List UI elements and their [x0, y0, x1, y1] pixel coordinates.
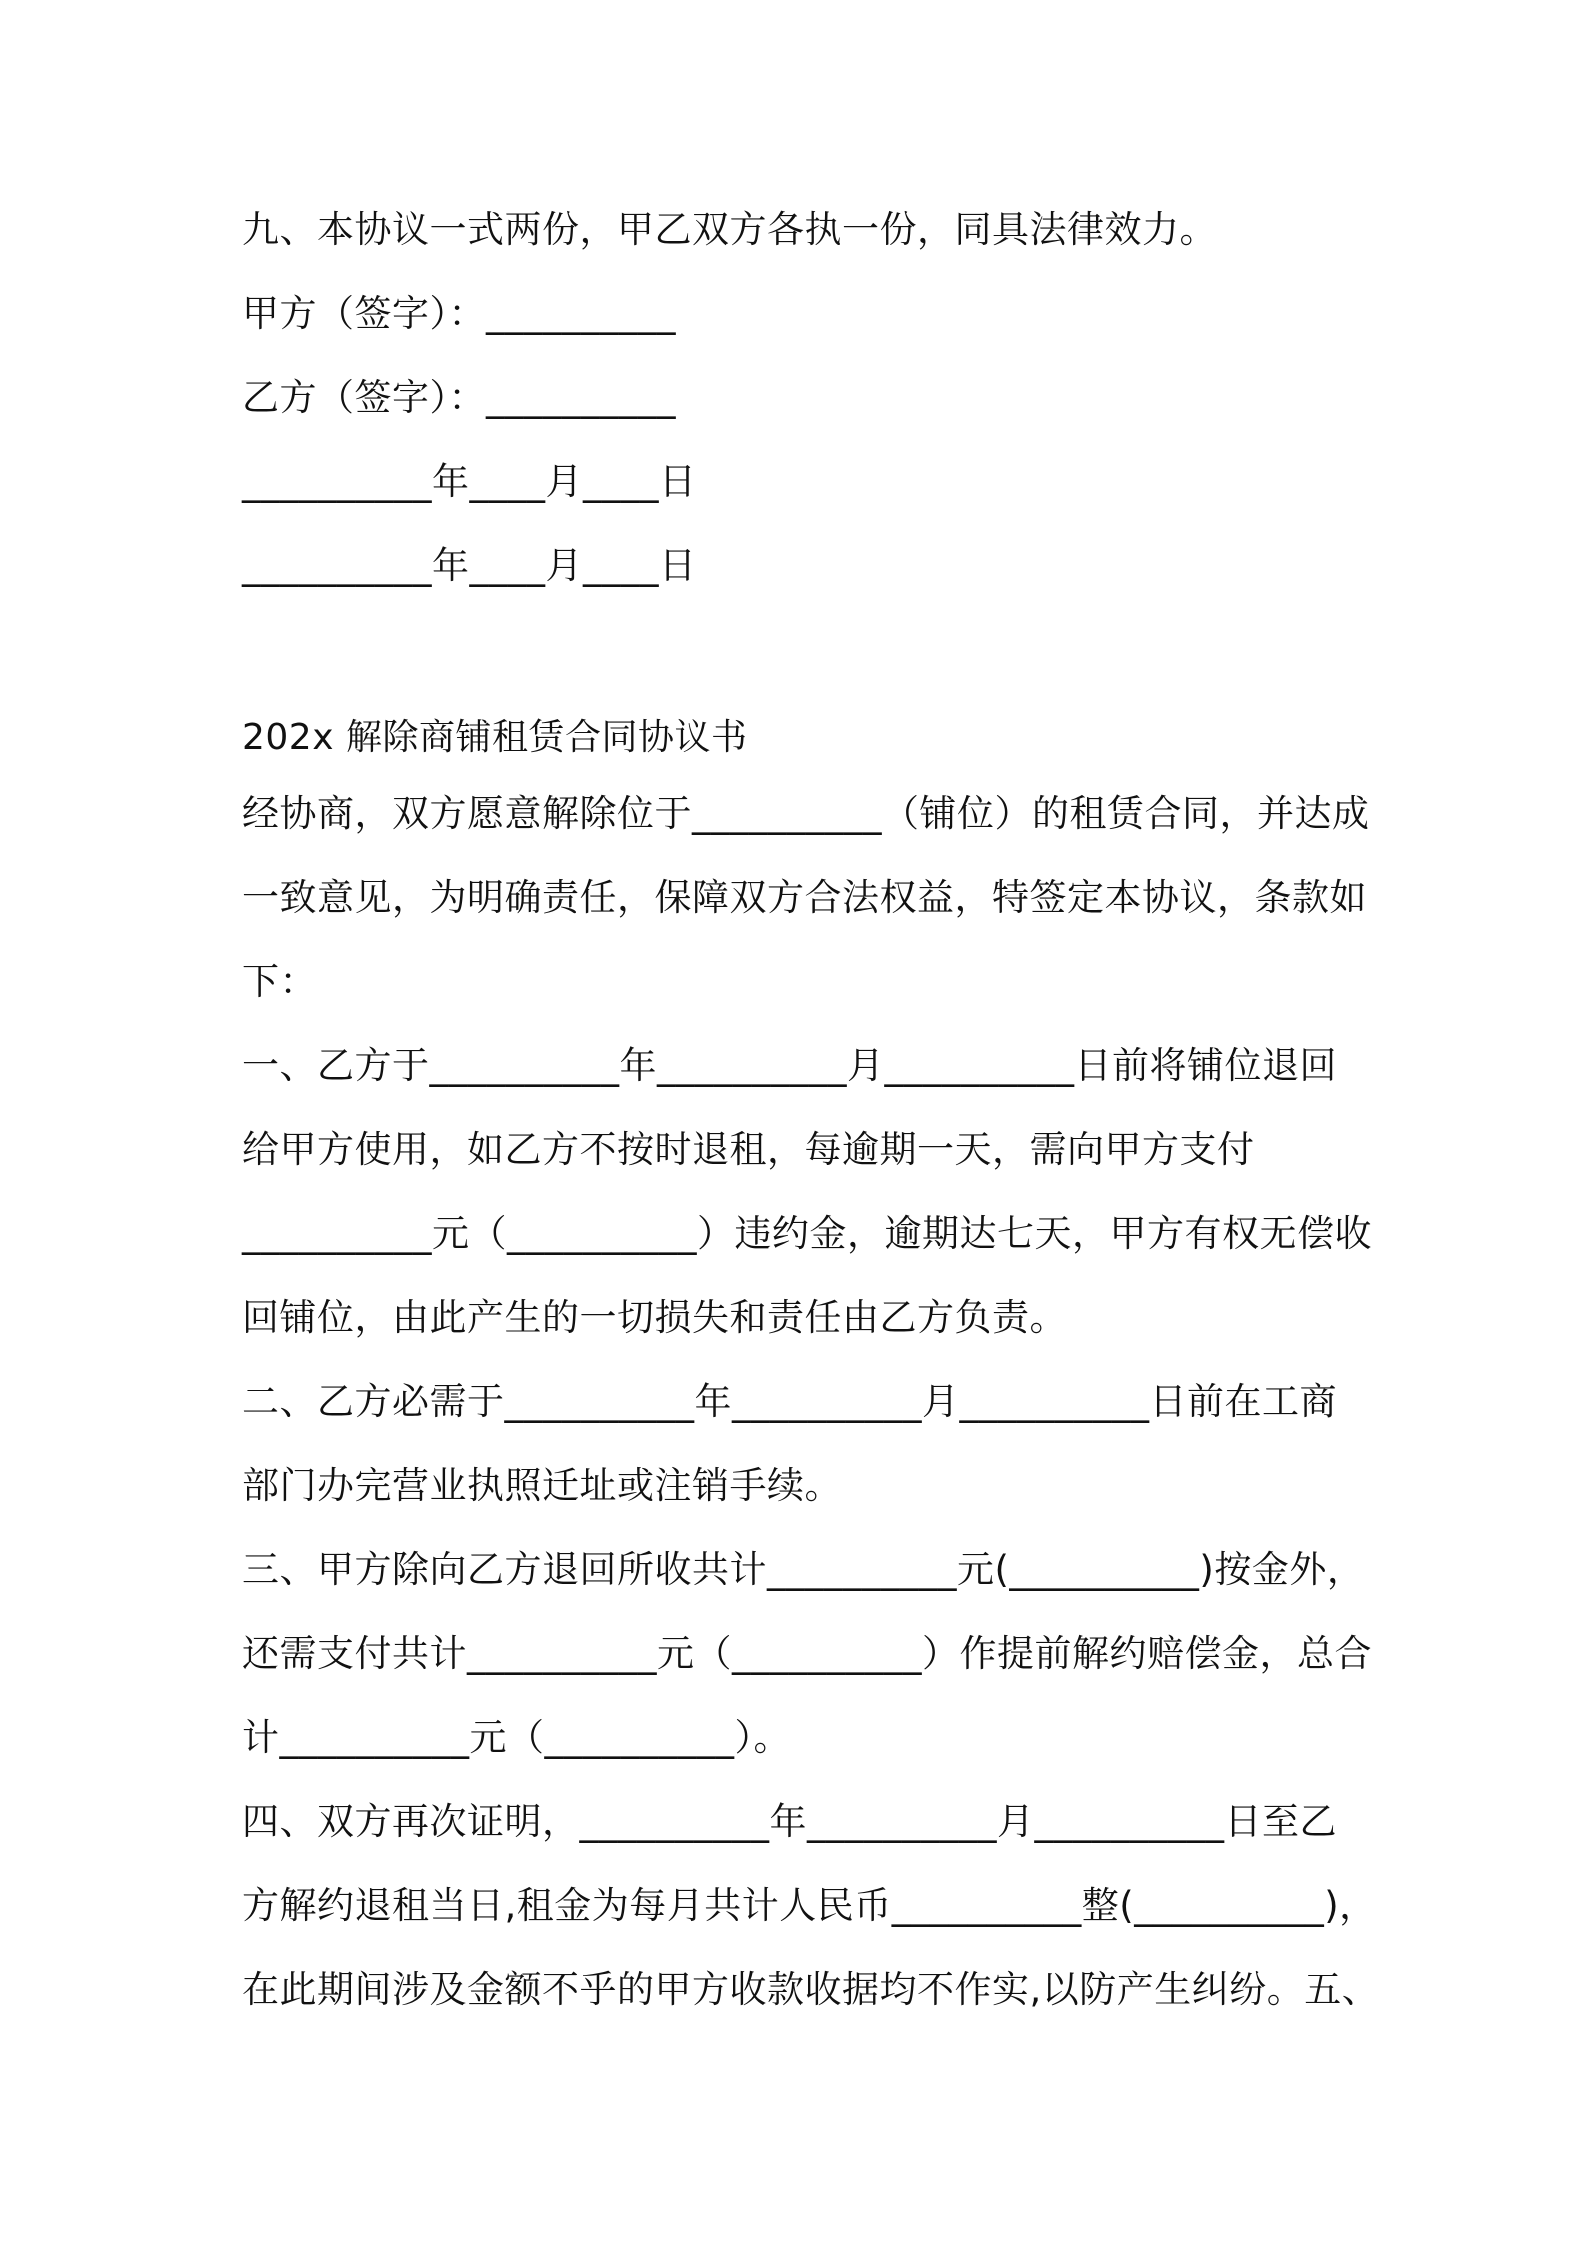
agreement-line: 经协商，双方愿意解除位于__________（铺位）的租赁合同，并达成 — [242, 792, 1370, 835]
date-line-1: __________年____月____日 — [242, 460, 697, 503]
date-line-2: __________年____月____日 — [242, 544, 697, 587]
agreement-line: 三、甲方除向乙方退回所收共计__________元(__________)按金外， — [242, 1548, 1365, 1591]
agreement-line: __________元（__________）违约金，逾期达七天，甲方有权无偿收 — [242, 1212, 1372, 1255]
agreement-line: 计__________元（__________）。 — [242, 1716, 791, 1759]
party-b-signature-line: 乙方（签字）：__________ — [242, 376, 676, 419]
agreement-line: 一、乙方于__________年__________月__________日前将铺位退回 — [242, 1044, 1337, 1087]
agreement-line: 在此期间涉及金额不乎的甲方收款收据均不作实,以防产生纠纷。五、 — [242, 1968, 1380, 2011]
agreement-line: 一致意见，为明确责任，保障双方合法权益，特签定本协议，条款如 — [242, 876, 1367, 919]
agreement-title: 202x 解除商铺租赁合同协议书 — [242, 717, 748, 758]
agreement-line: 方解约退租当日,租金为每月共计人民币__________整(__________)， — [242, 1884, 1377, 1927]
agreement-line: 回铺位，由此产生的一切损失和责任由乙方负责。 — [242, 1296, 1067, 1339]
party-a-signature-line: 甲方（签字）：__________ — [242, 292, 676, 335]
agreement-line: 四、双方再次证明，__________年__________月__________日至乙 — [242, 1800, 1337, 1843]
agreement-line: 二、乙方必需于__________年__________月__________日前在工商 — [242, 1380, 1337, 1423]
agreement-line: 给甲方使用，如乙方不按时退租，每逾期一天，需向甲方支付 — [242, 1128, 1255, 1171]
agreement-line: 还需支付共计__________元（__________）作提前解约赔偿金，总合 — [242, 1632, 1372, 1675]
agreement-line: 部门办完营业执照迁址或注销手续。 — [242, 1464, 842, 1507]
agreement-line: 下： — [242, 960, 317, 1003]
clause-nine: 九、本协议一式两份，甲乙双方各执一份，同具法律效力。 — [242, 208, 1217, 251]
